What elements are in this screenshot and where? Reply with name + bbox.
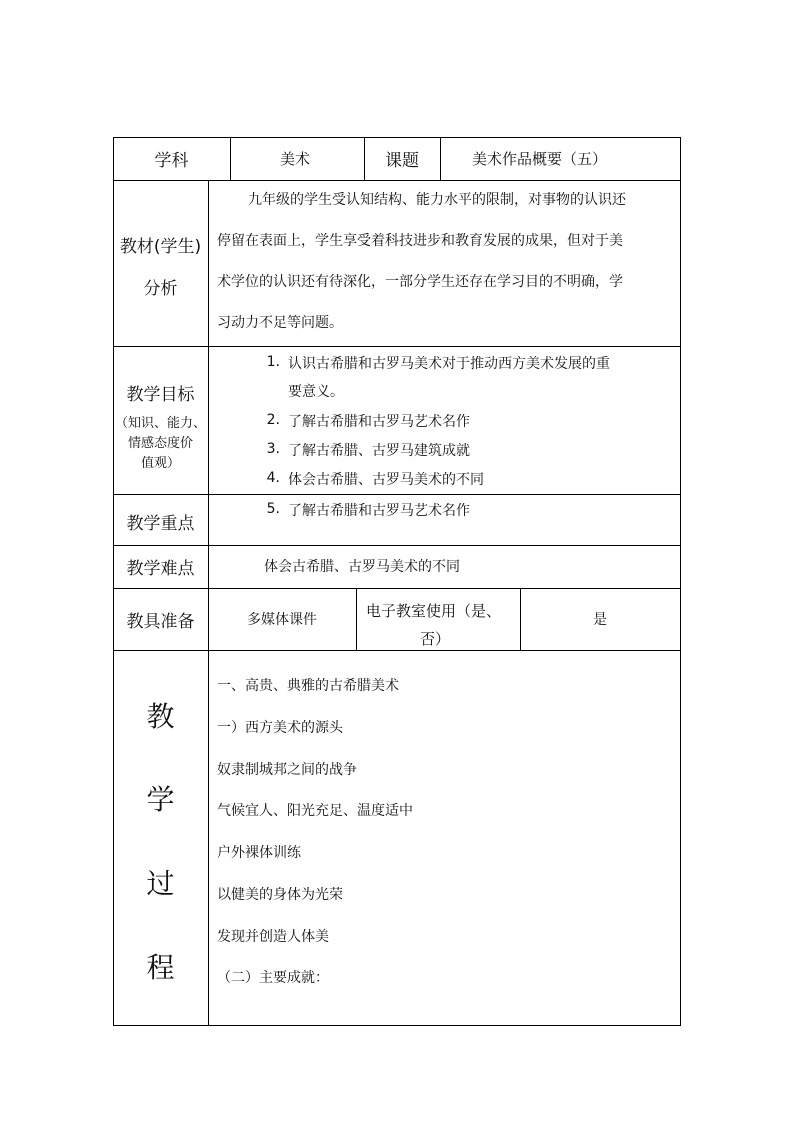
col-separator [208,650,209,1025]
topic-label: 课题 [385,151,419,171]
process-line: 以健美的身体为光荣 [217,887,343,903]
col-separator [230,137,231,180]
process-label-char: 程 [146,951,175,984]
objective-text: 了解古希腊和古罗马艺术名作 [288,414,470,430]
row-separator [113,650,681,651]
objective-item [258,408,678,436]
objective-text: 体会古希腊、古罗马美术的不同 [288,472,484,488]
objective-item [258,437,678,465]
analysis-line-3: 术学位的认识还有待深化，一部分学生还存在学习目的不明确，学 [217,274,623,290]
process-line: （二）主要成就： [217,970,329,986]
objective-item [258,350,678,406]
objective-number: 1. [266,354,280,370]
classroom-usage-label-line1: 电子教室使用（是、 [366,602,502,620]
objectives-sublabel-3: 值观） [140,456,180,471]
key-points-label: 教学重点 [126,514,195,534]
process-label-char: 学 [146,783,175,816]
objective-text: 了解古希腊、古罗马建筑成就 [288,443,470,459]
objective-text: 认识古希腊和古罗马美术对于推动西方美术发展的重 [288,356,610,372]
objectives-sublabel-1: （知识、能力、 [114,416,206,431]
objective-number: 3. [266,441,280,457]
key-point-item [258,497,678,525]
process-line: 气候宜人、阳光充足、温度适中 [217,803,413,819]
classroom-usage-value: 是 [593,612,607,628]
objectives-label: 教学目标 [126,385,195,405]
objectives-sublabel-2: 情感态度价 [127,436,193,451]
analysis-line-2: 停留在表面上，学生享受着科技进步和教育发展的成果，但对于美 [217,233,623,249]
subject-label: 学科 [154,151,189,171]
row-separator [113,494,681,495]
process-line: 户外裸体训练 [217,845,301,861]
process-label-char: 教 [146,700,175,733]
process-line: 一、高贵、典雅的古希腊美术 [217,678,399,694]
row-separator [113,346,681,347]
subject-value: 美术 [280,150,311,168]
col-separator [356,588,357,650]
analysis-label-line2: 分析 [143,279,178,299]
topic-value: 美术作品概要（五） [472,150,608,168]
table-border-bottom [113,1025,681,1026]
col-separator [208,180,209,588]
difficulties-text: 体会古希腊、古罗马美术的不同 [264,559,460,575]
col-separator [440,137,441,180]
analysis-line-1: 九年级的学生受认知结构、能力水平的限制，对事物的认识还 [248,192,626,208]
tools-value: 多媒体课件 [247,612,317,628]
process-line: 发现并创造人体美 [217,929,329,945]
objective-text-cont: 要意义。 [288,384,344,400]
objective-item [258,466,678,494]
objective-number: 2. [266,412,280,428]
table-border-right [680,137,681,1026]
key-point-text: 了解古希腊和古罗马艺术名作 [288,503,470,519]
process-line: 奴隶制城邦之间的战争 [217,762,357,778]
classroom-usage-label-line2: 否） [420,630,451,648]
difficulties-label: 教学难点 [126,559,195,579]
key-point-number: 5. [266,501,280,517]
process-line: 一）西方美术的源头 [217,720,343,736]
objective-number: 4. [266,470,280,486]
analysis-label-line1: 教材(学生) [119,237,202,257]
tools-label: 教具准备 [126,611,195,632]
process-label-char: 过 [146,867,175,900]
analysis-line-4: 习动力不足等问题。 [217,315,343,331]
